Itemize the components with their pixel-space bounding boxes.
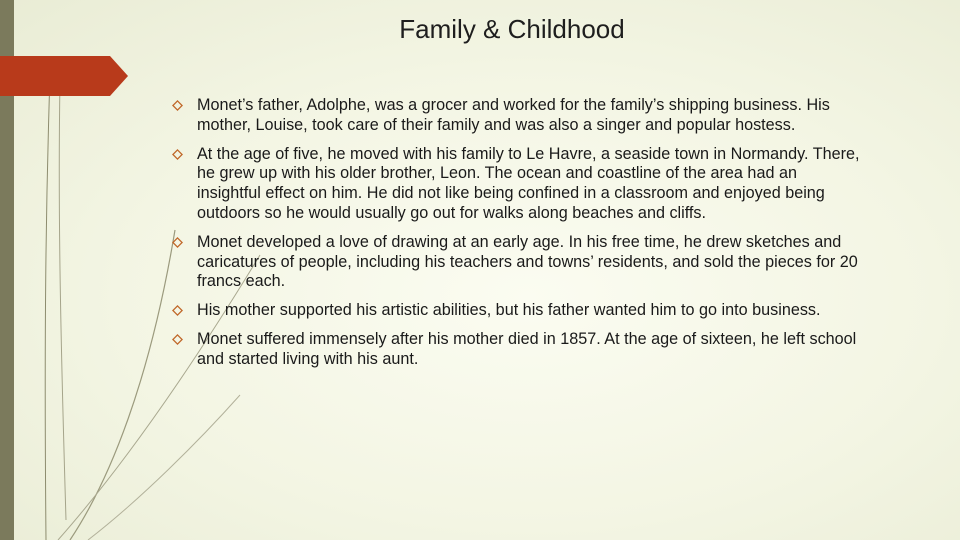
bullet-text: Monet suffered immensely after his mother died in 1857. At the age of sixteen, he left school and started living with his aunt. [197, 329, 857, 368]
list-item [172, 96, 862, 136]
diamond-outline-icon [172, 237, 183, 248]
diamond-outline-icon [172, 305, 183, 316]
bullet-text: Monet developed a love of drawing at an early age. In his free time, he drew sketches and caricatures of people, including his teachers and towns’ residents, and sold the pieces for 20 francs each. [197, 232, 858, 291]
diamond-outline-icon [172, 100, 183, 111]
title-accent-tab [0, 56, 128, 96]
list-item [172, 301, 862, 321]
bullet-text: His mother supported his artistic abilities, but his father wanted him to go into business. [197, 301, 821, 320]
list-item [172, 145, 862, 224]
list-item [172, 233, 862, 292]
bullet-text: At the age of five, he moved with his family to Le Havre, a seaside town in Normandy. There, he grew up with his older brother, Leon. The ocean and coastline of the area had an insightful effect on him. He did not like being confined in a classroom and enjoyed being outdoors so he would usually go out for walks along beaches and cliffs. [197, 144, 860, 222]
page-title: Family & Childhood [399, 14, 625, 44]
bullet-text: Monet’s father, Adolphe, was a grocer and worked for the family’s shipping business. His mother, Louise, took care of their family and was also a singer and popular hostess. [197, 96, 830, 134]
list-item [172, 330, 862, 370]
diamond-outline-icon [172, 149, 183, 160]
diamond-outline-icon [172, 334, 183, 345]
bullet-list [172, 96, 862, 379]
